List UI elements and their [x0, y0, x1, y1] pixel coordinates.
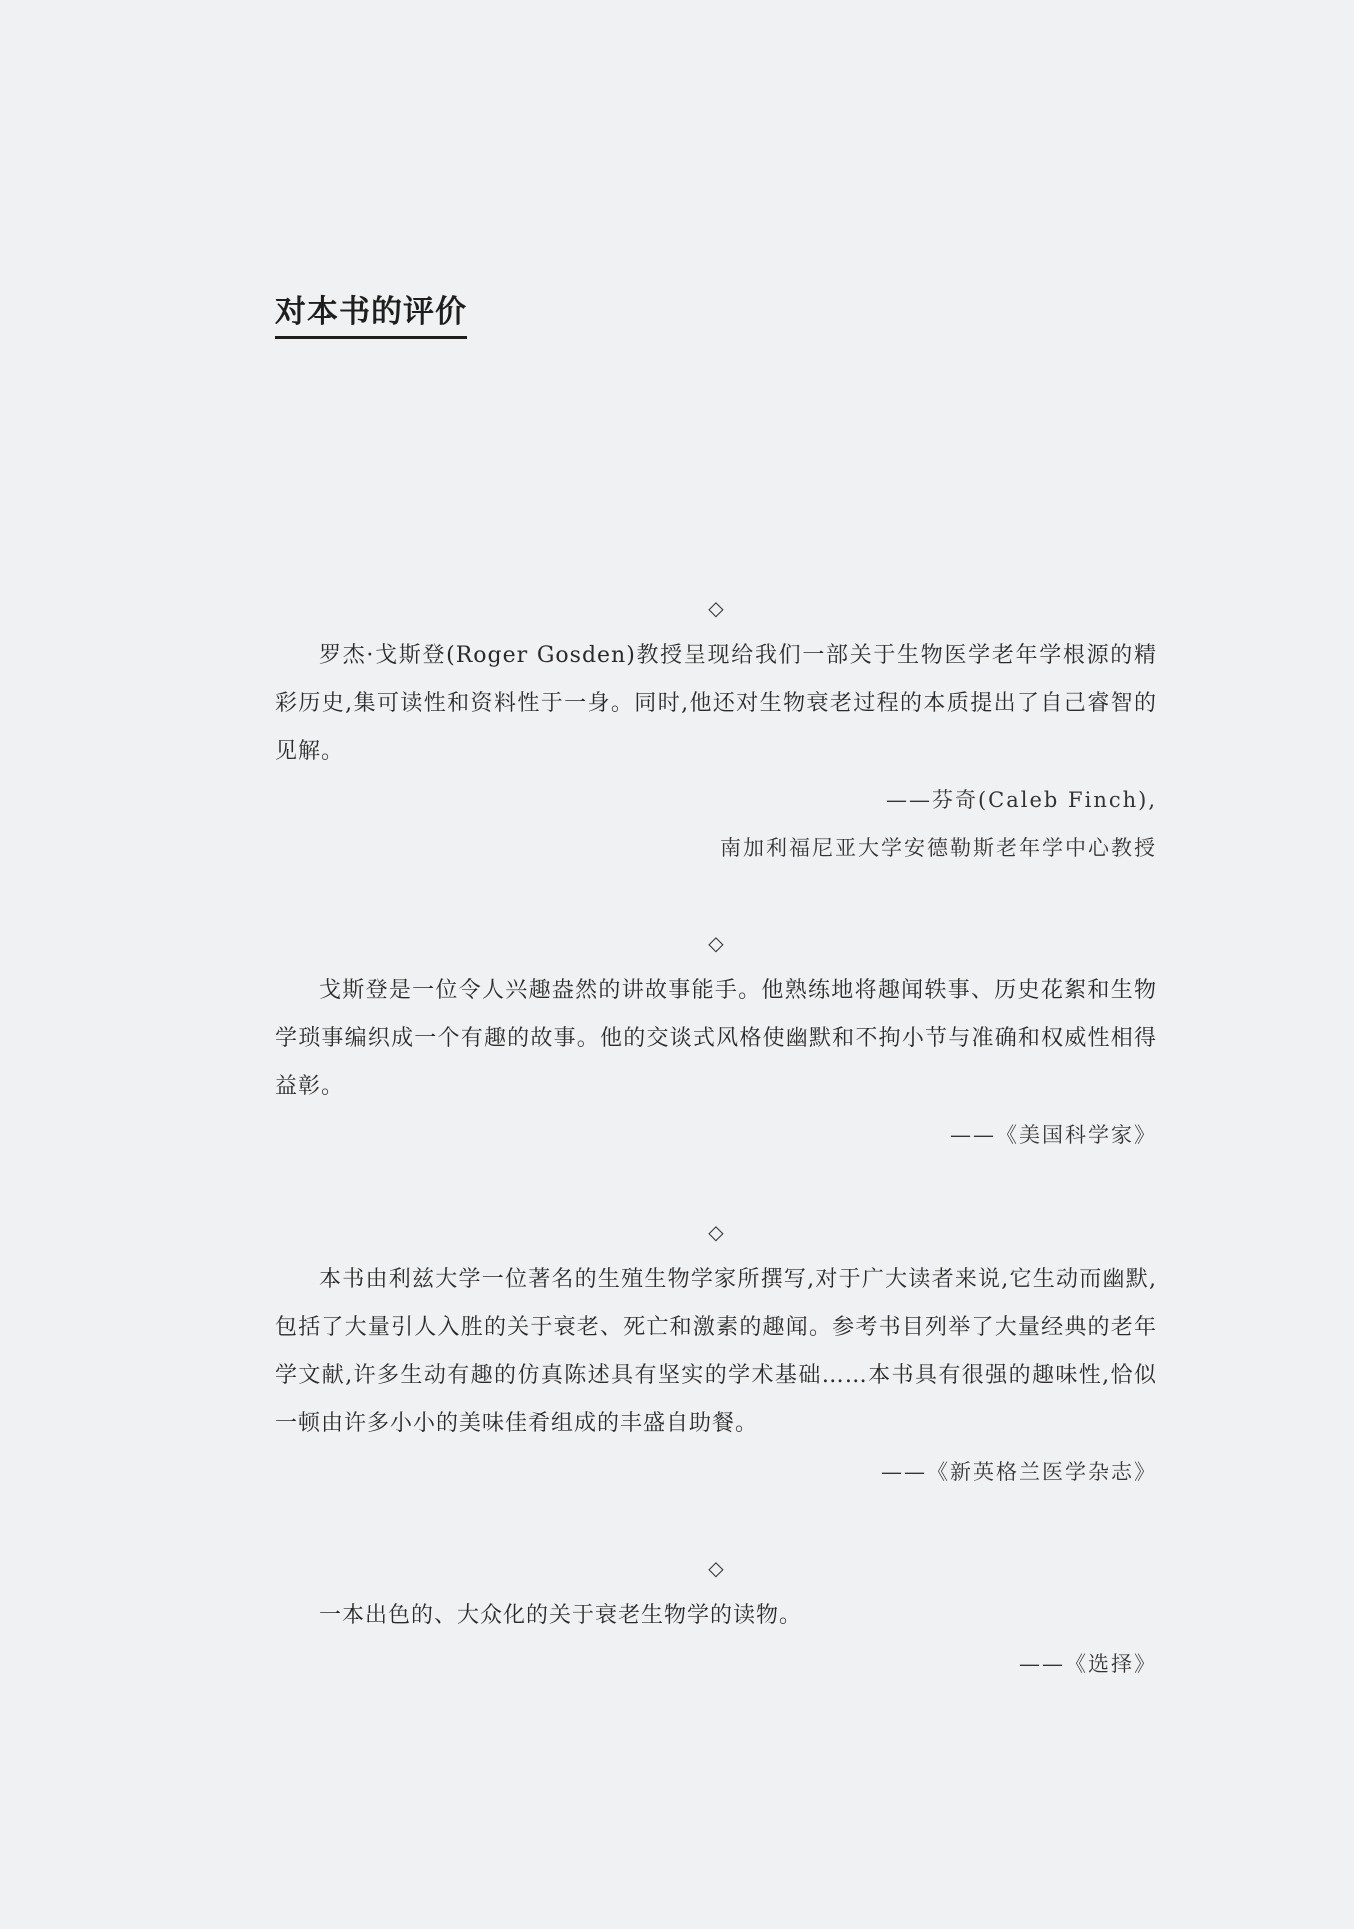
review-3 [275, 1218, 1157, 1496]
diamond-divider-icon: ◇ [708, 931, 724, 955]
review-text: 本书由利兹大学一位著名的生殖生物学家所撰写,对于广大读者来说,它生动而幽默,包括了大量引人入胜的关于衰老、死亡和激素的趣闻。参考书目列举了大量经典的老年学文献,许多生动有趣的仿真陈述具有坚实的学术基础……本书具有很强的趣味性,恰似一顿由许多小小的美味佳肴组成的丰盛自助餐。 [275, 1267, 1157, 1436]
review-text: 罗杰·戈斯登(Roger Gosden)教授呈现给我们一部关于生物医学老年学根源的精彩历史,集可读性和资料性于一身。同时,他还对生物衰老过程的本质提出了自己睿智的见解。 [275, 643, 1157, 764]
page-title: 对本书的评价 [275, 292, 467, 339]
review-1 [275, 594, 1157, 872]
attribution-source: ——《美国科学家》 [950, 1123, 1157, 1147]
review-attribution [275, 1640, 1157, 1688]
review-attribution [275, 1448, 1157, 1496]
attribution-detail: 南加利福尼亚大学安德勒斯老年学中心教授 [720, 836, 1157, 860]
review-text: 一本出色的、大众化的关于衰老生物学的读物。 [319, 1603, 803, 1628]
review-2 [275, 929, 1157, 1159]
diamond-divider-icon: ◇ [708, 1220, 724, 1244]
diamond-divider-icon: ◇ [708, 1556, 724, 1580]
attribution-source: ——《新英格兰医学杂志》 [881, 1460, 1157, 1484]
review-4 [275, 1554, 1157, 1688]
attribution-source: ——《选择》 [1019, 1652, 1157, 1676]
attribution-source: ——芬奇(Caleb Finch), [885, 788, 1157, 812]
review-text: 戈斯登是一位令人兴趣盎然的讲故事能手。他熟练地将趣闻轶事、历史花絮和生物学琐事编织成一个有趣的故事。他的交谈式风格使幽默和不拘小节与准确和权威性相得益彰。 [275, 978, 1157, 1099]
diamond-divider-icon: ◇ [708, 596, 724, 620]
review-attribution [275, 776, 1157, 872]
review-attribution [275, 1111, 1157, 1159]
